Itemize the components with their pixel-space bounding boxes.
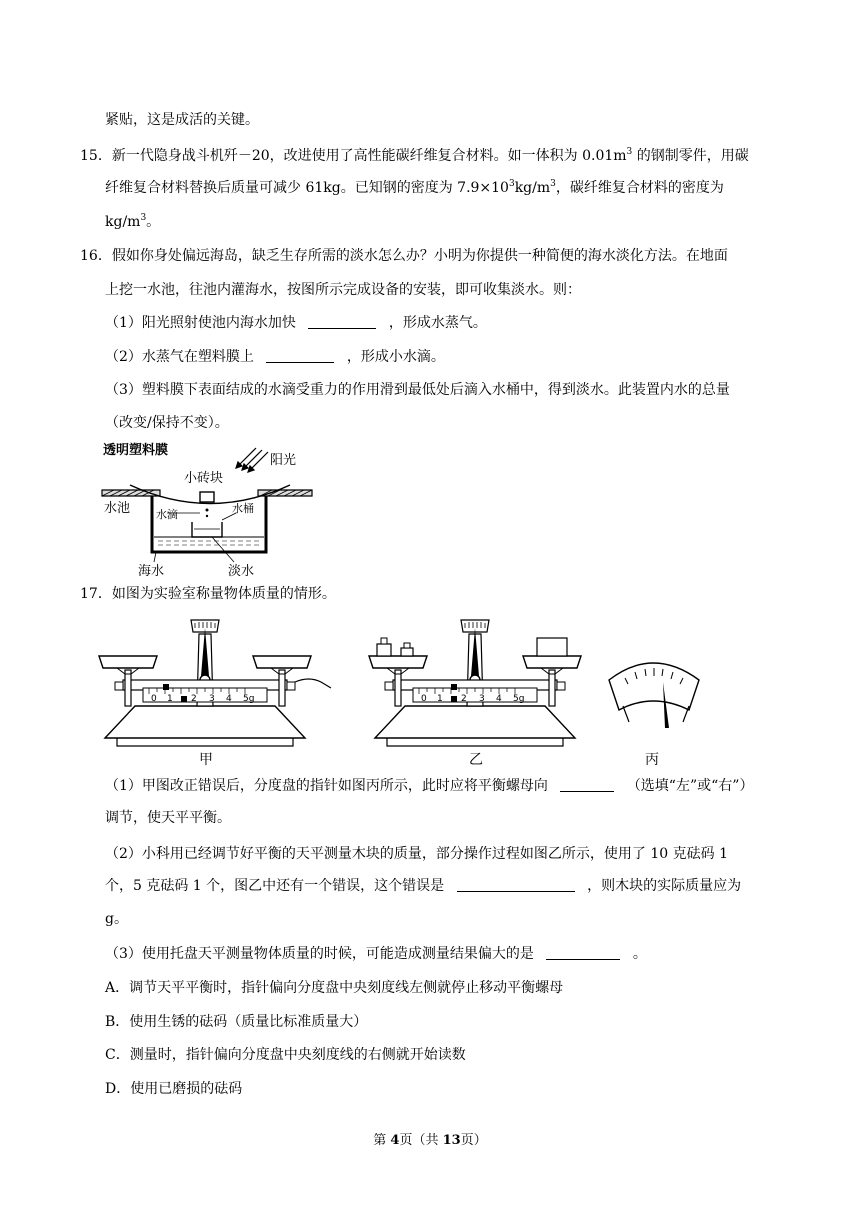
scale-tick: 0 bbox=[151, 694, 157, 704]
option-b: B．使用生锈的砝码（质量比标准质量大） bbox=[105, 1014, 368, 1030]
figure-label-c: 丙 bbox=[645, 752, 659, 768]
balance-a bbox=[99, 620, 331, 768]
q15-sup: 3 bbox=[140, 213, 147, 223]
seawater bbox=[154, 536, 264, 550]
q15-text-1a: 新一代隐身战斗机歼－20，改进使用了高性能碳纤维复合材料。如一体积为 0.01m bbox=[111, 148, 627, 164]
q15-text-3b: 。 bbox=[146, 214, 161, 230]
label-brick: 小砖块 bbox=[184, 471, 224, 486]
q16-sub2-text-a: （2）水蒸气在塑料膜上 bbox=[105, 349, 254, 365]
label-sunlight: 阳光 bbox=[270, 453, 297, 468]
q16-sub2 bbox=[105, 347, 445, 367]
q15-text-2c: ，碳纤维复合材料的密度为 bbox=[555, 180, 724, 196]
q15-text-1b: 的钢制零件，用碳 bbox=[632, 148, 749, 164]
scale-tick: 0 bbox=[421, 694, 427, 704]
answer-blank[interactable] bbox=[308, 314, 376, 329]
hand-icon bbox=[295, 679, 331, 688]
q16-line-2: 上挖一水池，往池内灌海水，按图所示完成设备的安装，即可收集淡水。则： bbox=[105, 282, 581, 298]
label-film: 透明塑料膜 bbox=[103, 443, 169, 458]
q15-sup: 3 bbox=[626, 147, 633, 157]
q17-sub2-text-a: 个，5 克砝码 1 个，图乙中还有一个错误，这个错误是 bbox=[105, 878, 445, 894]
q15-number: 15． bbox=[80, 148, 112, 164]
label-seawater: 海水 bbox=[138, 564, 165, 579]
q16-line-1 bbox=[80, 246, 728, 266]
figure-label-a: 甲 bbox=[199, 752, 213, 768]
balance-figure bbox=[95, 610, 750, 770]
q17-sub1-line2: 调节，使天平平衡。 bbox=[105, 810, 231, 826]
answer-blank[interactable] bbox=[546, 945, 620, 960]
q17-sub1-text-a: （1）甲图改正错误后，分度盘的指针如图丙所示，此时应将平衡螺母向 bbox=[105, 778, 548, 794]
q15-text-2b: kg/m bbox=[514, 180, 551, 196]
scale-tick: 5g bbox=[513, 694, 525, 704]
footer-middle: 页（共 bbox=[399, 1133, 443, 1148]
q17-sub2-text-b: ，则木块的实际质量应为 bbox=[587, 878, 742, 894]
continued-text: 紧贴，这是成活的关键。 bbox=[105, 112, 259, 128]
q17-sub2-line2 bbox=[105, 876, 741, 896]
footer-page-number: 4 bbox=[390, 1133, 400, 1148]
q17-number: 17． bbox=[80, 586, 112, 602]
q17-sub1-text-b: （选填“左”或“右”） bbox=[626, 778, 754, 794]
q17-sub2-line1: （2）小科用已经调节好平衡的天平测量木块的质量，部分操作过程如图乙所示，使用了 10 克砝码 1 bbox=[105, 846, 728, 862]
label-bucket: 水桶 bbox=[232, 502, 254, 515]
desalination-figure bbox=[100, 440, 320, 580]
option-a: A．调节天平平衡时，指针偏向分度盘中央刻度线左侧就停止移动平衡螺母 bbox=[105, 980, 564, 996]
option-d: D．使用已磨损的砝码 bbox=[105, 1081, 243, 1097]
q17-sub3-text-b: 。 bbox=[632, 946, 647, 962]
q17-sub3-text-a: （3）使用托盘天平测量物体质量的时候，可能造成测量结果偏大的是 bbox=[105, 946, 534, 962]
figure-label-b: 乙 bbox=[469, 752, 483, 768]
q15-sup: 3 bbox=[550, 179, 556, 189]
scale-tick: 4 bbox=[496, 694, 502, 704]
q15-line-2 bbox=[105, 178, 724, 198]
q17-text-1: 如图为实验室称量物体质量的情形。 bbox=[111, 586, 336, 602]
q16-sub3-line2: （改变/保持不变）。 bbox=[105, 415, 229, 431]
label-pool: 水池 bbox=[104, 501, 131, 516]
dial-c bbox=[609, 663, 699, 768]
q15-text-3a: kg/m bbox=[105, 214, 141, 230]
scale-tick: 2 bbox=[191, 694, 197, 704]
q16-sub1-text-a: （1）阳光照射使池内海水加快 bbox=[105, 315, 296, 331]
footer-total-pages: 13 bbox=[442, 1133, 461, 1148]
q15-sup: 3 bbox=[508, 179, 515, 189]
q16-sub1-text-b: ，形成水蒸气。 bbox=[388, 315, 487, 331]
wood-block bbox=[537, 638, 567, 656]
answer-blank[interactable] bbox=[266, 348, 334, 363]
balance-b bbox=[369, 620, 581, 768]
footer-suffix: 页） bbox=[460, 1133, 487, 1148]
brick-icon bbox=[200, 492, 214, 502]
q15-line-1 bbox=[80, 146, 749, 166]
sunlight-arrows-icon bbox=[236, 448, 268, 472]
q17-line-1 bbox=[80, 584, 336, 604]
footer-prefix: 第 bbox=[373, 1133, 391, 1148]
scale-tick: 5g bbox=[243, 694, 255, 704]
page-footer bbox=[0, 1129, 860, 1148]
q16-text-1: 假如你身处偏远海岛，缺乏生存所需的淡水怎么办？小明为你提供一种简便的海水淡化方法。在地面 bbox=[111, 248, 728, 264]
q16-sub3-line1: （3）塑料膜下表面结成的水滴受重力的作用滑到最低处后滴入水桶中，得到淡水。此装置内水的总量 bbox=[105, 382, 730, 398]
q17-sub2-line3: g。 bbox=[105, 911, 128, 927]
q15-line-3 bbox=[105, 212, 160, 232]
scale-tick: 3 bbox=[479, 694, 485, 704]
scale-tick: 2 bbox=[461, 694, 467, 704]
option-c: C．测量时，指针偏向分度盘中央刻度线的右侧就开始读数 bbox=[105, 1047, 466, 1063]
q16-sub2-text-b: ，形成小水滴。 bbox=[346, 349, 445, 365]
q17-sub3 bbox=[105, 944, 647, 964]
scale-tick: 4 bbox=[226, 694, 232, 704]
scale-tick: 1 bbox=[167, 694, 173, 704]
scale-tick: 3 bbox=[209, 694, 215, 704]
q15-text-2a: 纤维复合材料替换后质量可减少 61kg。已知钢的密度为 7.9×10 bbox=[105, 180, 509, 196]
scale-tick: 1 bbox=[437, 694, 443, 704]
label-freshwater: 淡水 bbox=[228, 564, 255, 579]
label-drop: 水滴 bbox=[156, 508, 178, 521]
q16-sub1 bbox=[105, 313, 487, 333]
q17-sub1 bbox=[105, 776, 753, 796]
bucket-icon bbox=[192, 522, 222, 537]
answer-blank[interactable] bbox=[560, 777, 614, 792]
answer-blank[interactable] bbox=[457, 877, 575, 892]
q16-number: 16． bbox=[80, 248, 112, 264]
